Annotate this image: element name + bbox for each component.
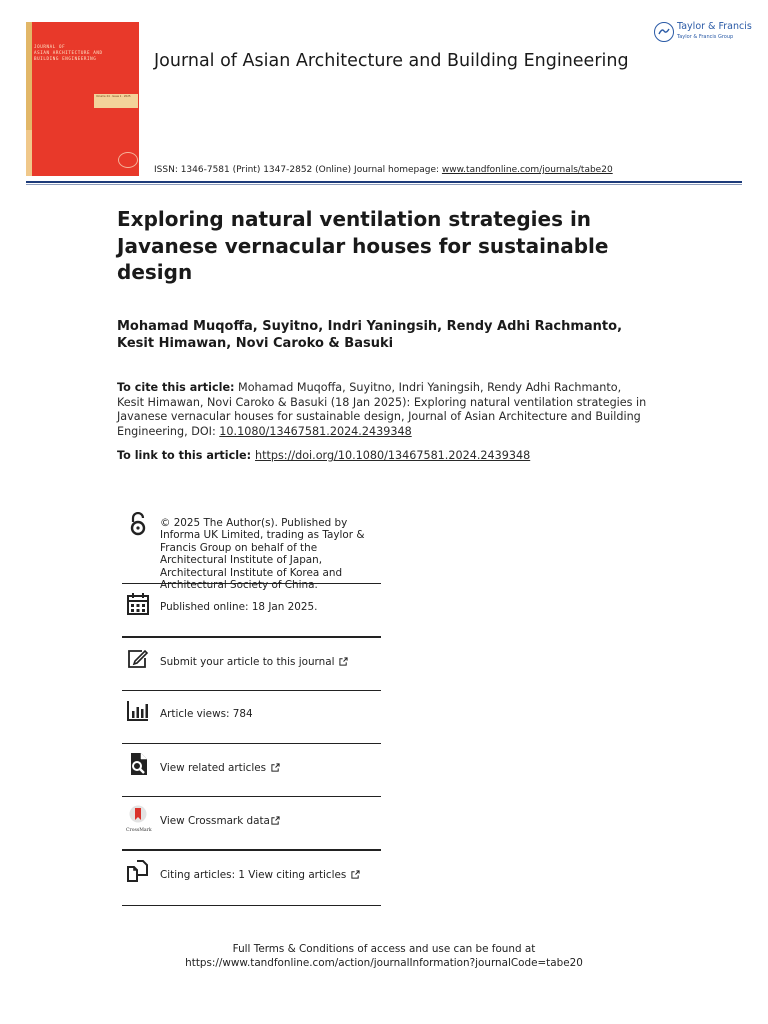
submit-row[interactable] (122, 638, 381, 690)
submit-link[interactable]: Submit your article to this journal (160, 655, 335, 668)
journal-cover (26, 22, 139, 176)
citing-row[interactable] (122, 851, 381, 905)
article-doi-link[interactable]: https://doi.org/10.1080/13467581.2024.2439348 (255, 449, 531, 462)
header-rule-thin (26, 184, 742, 185)
calendar-icon (126, 592, 150, 616)
journal-homepage-link[interactable]: www.tandfonline.com/journals/tabe20 (441, 165, 613, 175)
info-divider (122, 905, 381, 906)
open-access-row (122, 508, 381, 592)
views-row (122, 691, 381, 743)
citing-articles-link[interactable]: Citing articles: 1 View citing articles (160, 868, 347, 881)
cite-doi-link[interactable]: 10.1080/13467581.2024.2439348 (219, 424, 412, 438)
views-text: Article views: 784 (160, 707, 253, 720)
article-authors: Mohamad Muqoffa, Suyitno, Indri Yaningsih, Rendy Adhi Rachmanto, Kesit Himawan, Novi Caroko & Basuki (117, 319, 623, 351)
header-rule (26, 181, 742, 183)
published-text: Published online: 18 Jan 2025. (160, 601, 318, 614)
external-link-icon (351, 870, 360, 879)
publisher-logo[interactable] (654, 22, 752, 42)
open-access-text: © 2025 The Author(s). Published by Informa UK Limited, trading as Taylor & Francis Group on behalf of the Architectural Institute of Japan, Architectural Institute of Korea and Architectural Society of China. (160, 517, 365, 592)
article-title: Exploring natural ventilation strategies in Javanese vernacular houses for sustainable design (117, 207, 609, 284)
cover-issue-box: Volume 24 · Issue 1 · 2025 (94, 94, 138, 108)
crossmark-row[interactable] (122, 797, 381, 849)
bar-chart-icon (126, 699, 150, 723)
cover-logo (118, 152, 138, 168)
issn-line: ISSN: 1346-7581 (Print) 1347-2852 (Online) Journal homepage: www.tandfonline.com/journals/tabe20 (154, 165, 613, 175)
published-row (122, 584, 381, 636)
citation-block (117, 381, 647, 439)
cite-text: Mohamad Muqoffa, Suyitno, Indri Yaningsih, Rendy Adhi Rachmanto, Kesit Himawan, Novi Caroko & Basuki (18 Jan 2025): Exploring natural ventilation strategies in Javanese vernacular houses for sustainable design, Journal of Asian Architecture and Building Engineering, DOI: (117, 381, 647, 438)
tf-logo-icon (654, 22, 674, 42)
publisher-name: Taylor & Francis (677, 21, 752, 32)
crossmark-badge-text: CrossMark (126, 828, 152, 834)
cover-title: JOURNAL OF ASIAN ARCHITECTURE AND BUILDING ENGINEERING (34, 44, 103, 61)
cover-stripe-lower (26, 130, 32, 176)
link-label: To link to this article: (117, 449, 255, 462)
crossmark-badge (126, 805, 152, 834)
citing-articles-icon (126, 859, 150, 883)
cite-label: To cite this article: (117, 381, 235, 394)
footer-terms-link[interactable]: https://www.tandfonline.com/action/journalInformation?journalCode=tabe20 (185, 957, 583, 969)
article-info-panel (122, 508, 381, 906)
crossmark-icon (126, 805, 150, 824)
footer-line-1: Full Terms & Conditions of access and use can be found at (232, 943, 536, 955)
external-link-icon (271, 816, 280, 825)
related-articles-link[interactable]: View related articles (160, 762, 267, 775)
article-link-block (117, 449, 657, 464)
related-articles-icon (126, 752, 150, 776)
crossmark-link[interactable]: View Crossmark data (160, 815, 270, 828)
open-access-icon (126, 512, 150, 536)
journal-name[interactable]: Journal of Asian Architecture and Building Engineering (154, 51, 629, 71)
external-link-icon (339, 657, 348, 666)
publisher-sub: Taylor & Francis Group (677, 34, 734, 40)
footer-terms (0, 942, 768, 970)
related-row[interactable] (122, 744, 381, 796)
external-link-icon (271, 763, 280, 772)
edit-icon (126, 647, 150, 671)
